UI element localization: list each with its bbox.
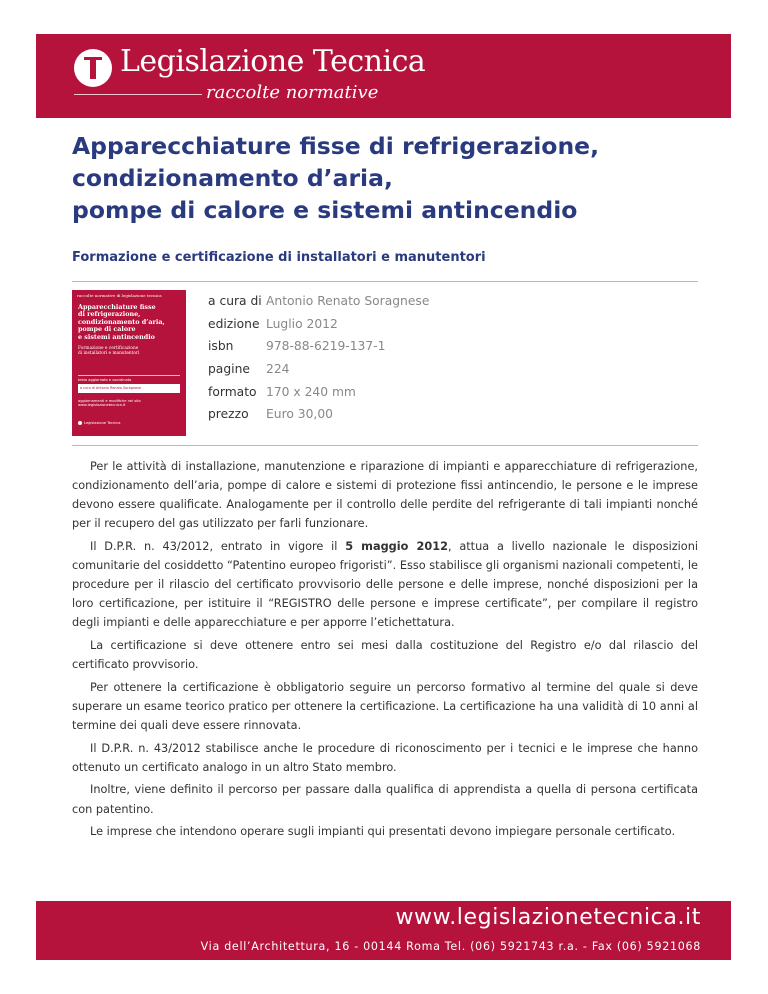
book-cover bbox=[72, 290, 186, 436]
info-value: 170 x 240 mm bbox=[266, 384, 356, 399]
page-title bbox=[72, 130, 712, 226]
cover-editor: a cura di Antonio Renato Soragnese bbox=[80, 386, 141, 390]
body-text bbox=[72, 457, 698, 845]
contact-address: Via dell’Architettura, 16 - 00144 Roma Tel. (06) 5921743 r.a. - Fax (06) 5921068 bbox=[200, 940, 701, 953]
title-line: pompe di calore e sistemi antincendio bbox=[72, 196, 578, 224]
body-paragraph: Le imprese che intendono operare sugli impianti qui presentati devono impiegare personale certificato. bbox=[90, 825, 676, 839]
logo-divider bbox=[74, 94, 202, 95]
cover-series: raccolte normative di legislazione tecnica bbox=[77, 293, 162, 298]
book-info-list bbox=[208, 290, 429, 426]
cover-divider bbox=[78, 375, 180, 376]
publisher-logo-icon bbox=[74, 49, 112, 87]
cover-publisher: Legislazione Tecnica bbox=[78, 421, 120, 425]
info-label: formato bbox=[208, 384, 257, 399]
info-value: 224 bbox=[266, 362, 290, 377]
flyer-page bbox=[36, 34, 731, 960]
info-value: 978-88-6219-137-1 bbox=[266, 339, 386, 354]
brand-tagline: raccolte normative bbox=[206, 82, 379, 103]
book-info-row bbox=[208, 290, 429, 313]
header-band bbox=[36, 34, 731, 118]
body-paragraph: Per le attività di installazione, manutenzione e riparazione di impianti e apparecchiature di refrigerazione, condizionamento dell’aria, pompe di calore e sistemi di protezione fissi antincendio, le persone e le imprese devono essere qualificate. Analogamente per il controllo delle perdite del refrigerante di tali impianti nonché per il recupero del gas utilizzato per farli funzionare. bbox=[72, 460, 698, 531]
body-paragraph: Inoltre, viene definito il percorso per passare dalla qualifica di apprendista a quella di persona certificata con patentino. bbox=[72, 783, 698, 816]
website-link[interactable]: www.legislazionetecnica.it bbox=[395, 905, 701, 930]
cover-note: aggiornamenti e modifiche nel sito www.legislazionetecnica.it bbox=[78, 399, 141, 408]
cover-subtitle: Formazione e certificazione di installatori e manutentori bbox=[78, 346, 140, 356]
book-info-row bbox=[208, 403, 429, 426]
body-paragraph bbox=[72, 537, 698, 632]
cover-editor-box bbox=[78, 384, 180, 393]
body-paragraph: Per ottenere la certificazione è obbligatorio seguire un percorso formativo al termine del quale si deve superare un esame teorico pratico per ottenere la certificazione. La certificazione ha una validità di 10 anni al termine dei quali deve essere rinnovata. bbox=[72, 680, 698, 732]
info-label: prezzo bbox=[208, 407, 249, 422]
body-text-run: Il D.P.R. n. 43/2012, entrato in vigore il bbox=[90, 539, 346, 553]
body-text-run: , attua a livello nazionale le disposizioni comunitarie del cosiddetto “Patentino europeo frigoristi”. Esso stabilisce gli organismi nazionali competenti, le procedure per il rilascio del certificato provvisorio delle persone e delle imprese, nonché disposizioni per la loro certificazione, per istituire il “REGISTRO delle persone e imprese certificate”, per compilare il registro degli impianti e delle apparecchiature e per apporre l’etichettatura. bbox=[72, 539, 698, 630]
book-info-row bbox=[208, 358, 429, 381]
brand-name: Legislazione Tecnica bbox=[120, 44, 426, 79]
info-value: Antonio Renato Soragnese bbox=[266, 294, 430, 309]
page-subtitle: Formazione e certificazione di installatori e manutentori bbox=[72, 250, 486, 265]
info-label: a cura di bbox=[208, 294, 262, 309]
body-paragraph: Il D.P.R. n. 43/2012 stabilisce anche le procedure di riconoscimento per i tecnici e le imprese che hanno ottenuto un certificato analogo in un altro Stato membro. bbox=[72, 741, 698, 774]
info-value: Luglio 2012 bbox=[266, 316, 338, 331]
divider-bottom bbox=[72, 445, 698, 446]
book-info-row bbox=[208, 313, 429, 336]
title-line: Apparecchiature fisse di refrigerazione, bbox=[72, 132, 600, 160]
body-paragraph: La certificazione si deve ottenere entro sei mesi dalla costituzione del Registro e/o dal rilascio del certificato provvisorio. bbox=[72, 639, 698, 672]
title-line: condizionamento d’aria, bbox=[72, 164, 393, 192]
cover-title: Apparecchiature fisse di refrigerazione, condizionamento d’aria, pompe di calore e sistemi antincendio bbox=[78, 303, 165, 341]
footer-band bbox=[36, 901, 731, 960]
info-value: Euro 30,00 bbox=[266, 407, 333, 422]
info-label: edizione bbox=[208, 316, 260, 331]
info-label: pagine bbox=[208, 362, 250, 377]
cover-editor-label: testo aggiornato e coordinato bbox=[78, 378, 132, 382]
book-info-row bbox=[208, 335, 429, 358]
info-label: isbn bbox=[208, 339, 234, 354]
book-info-row bbox=[208, 380, 429, 403]
highlighted-date: 5 maggio 2012 bbox=[345, 539, 448, 553]
divider-top bbox=[72, 281, 698, 282]
